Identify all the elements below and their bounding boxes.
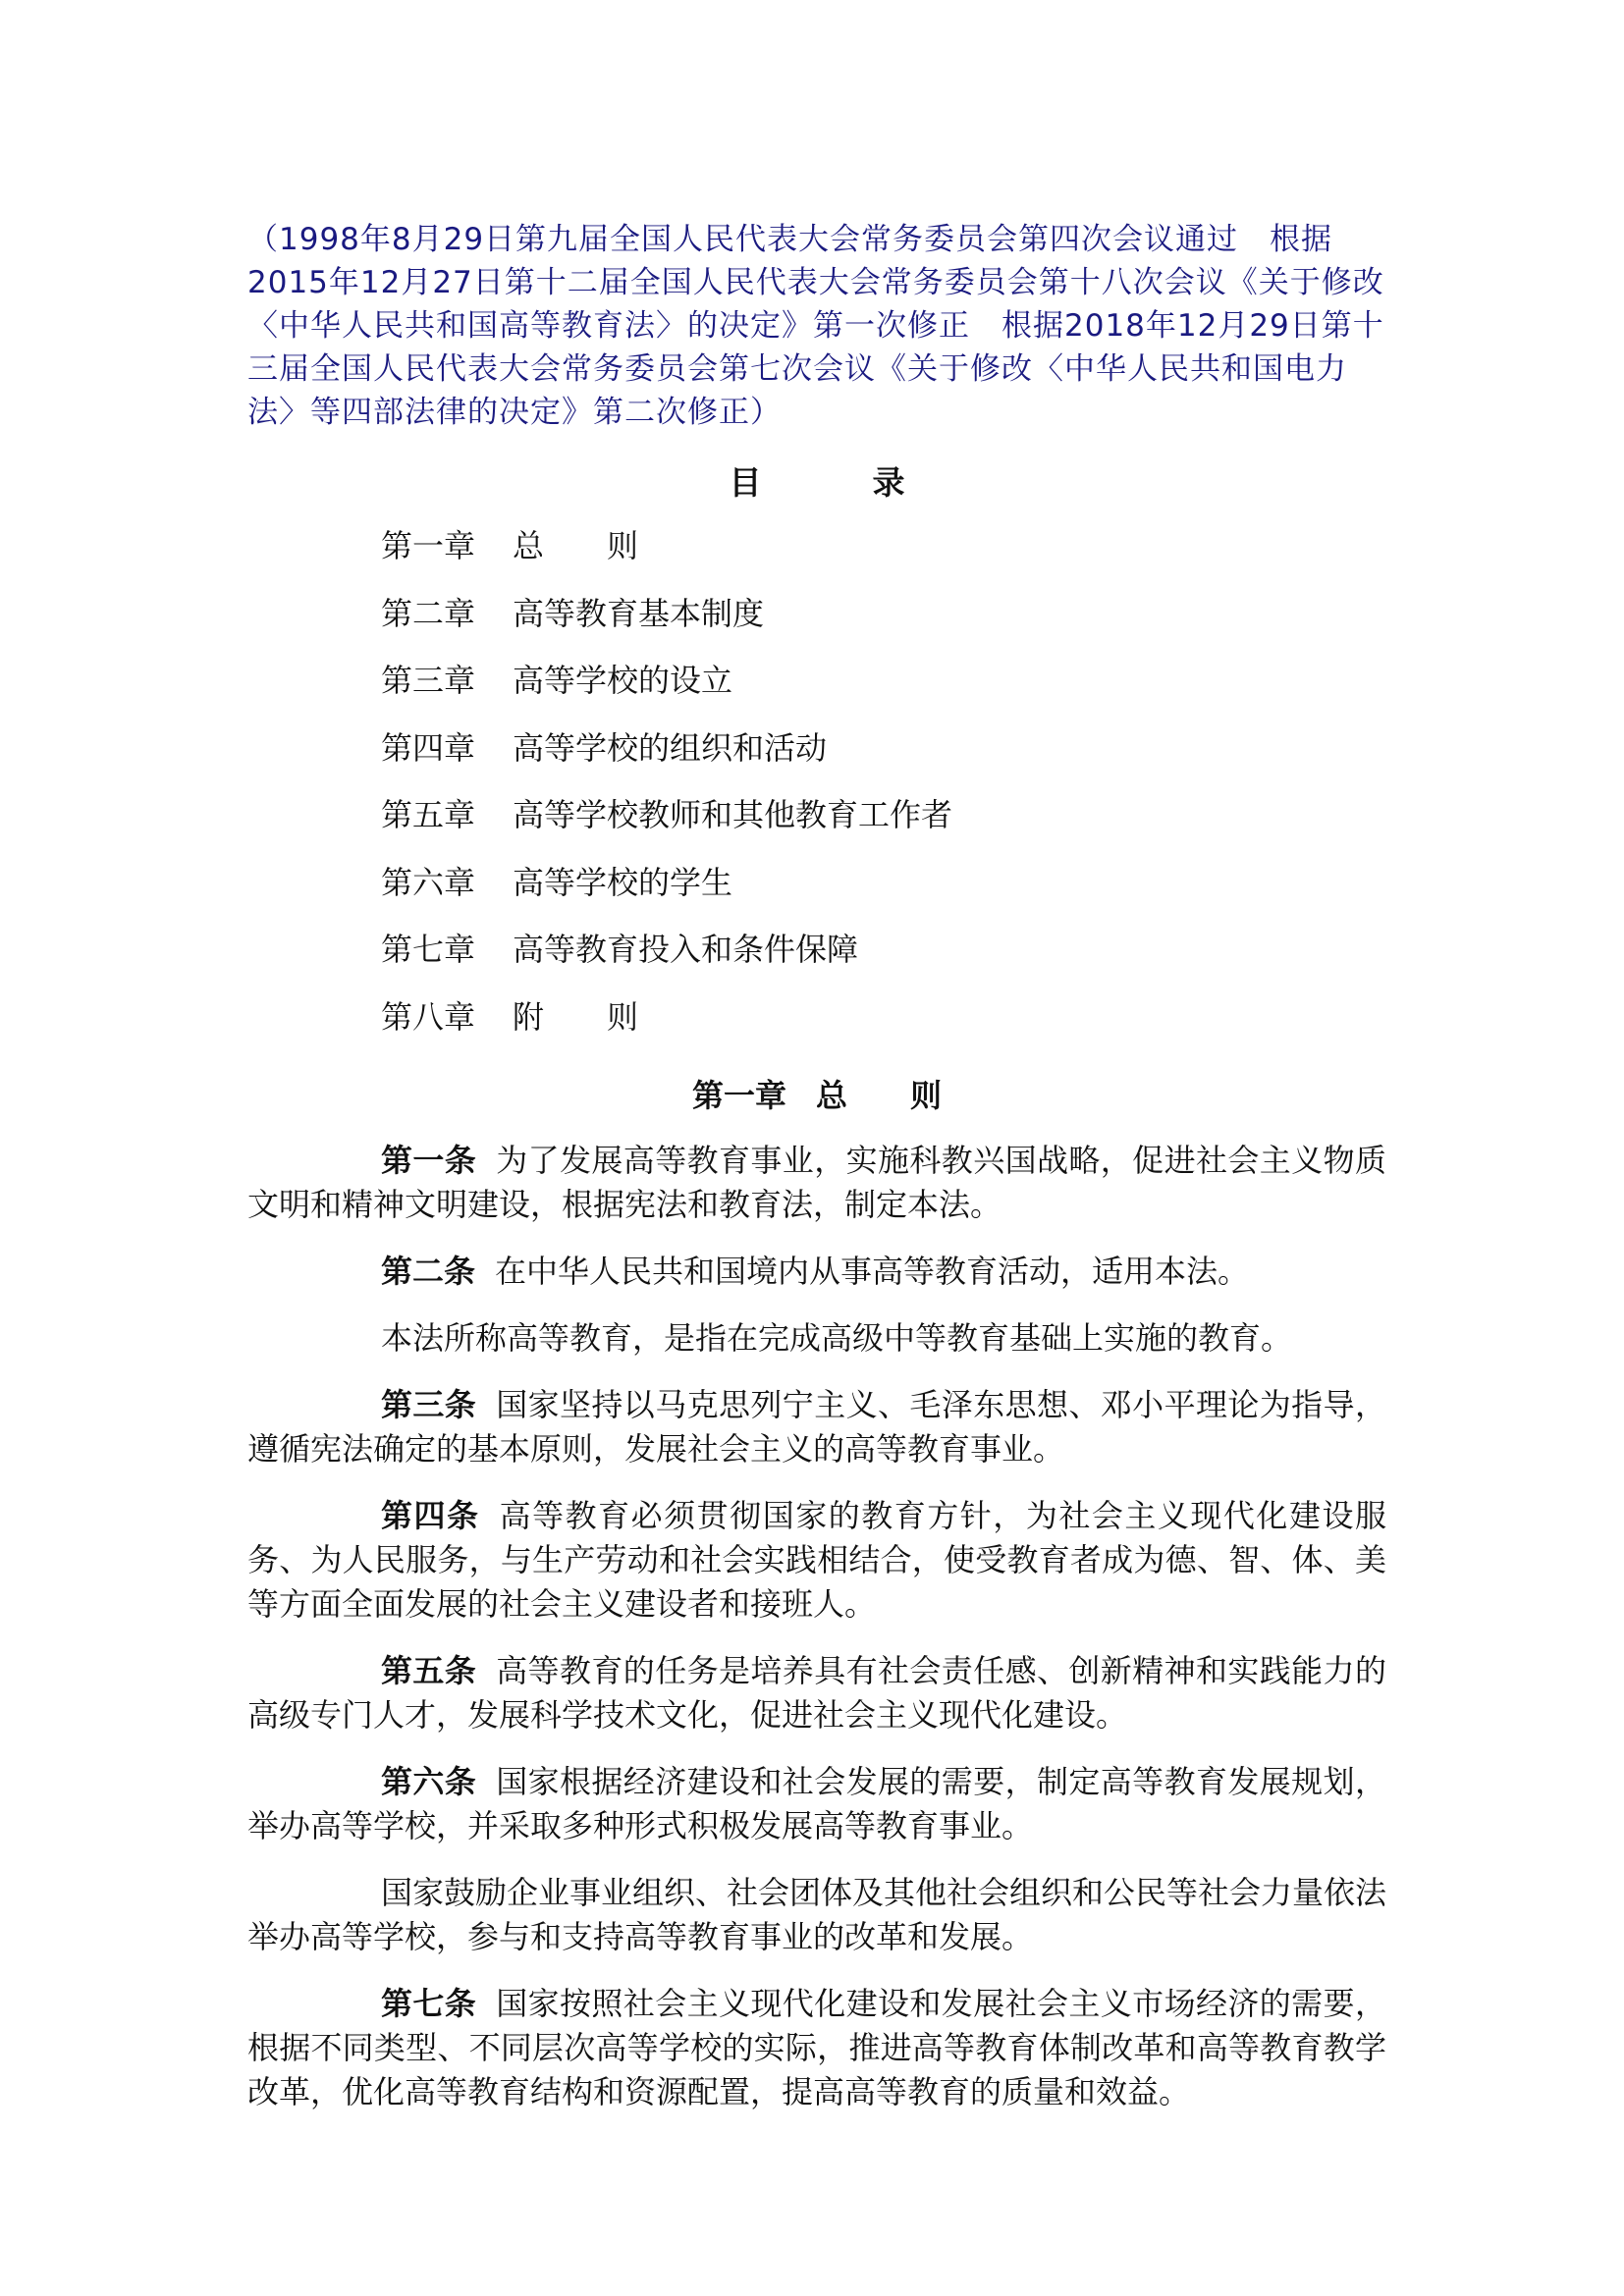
article-text: 国家按照社会主义现代化建设和发展社会主义市场经济的需要，根据不同类型、不同层次高等学校的实际，推进高等教育体制改革和高等教育教学改革，优化高等教育结构和资源配置，提高高等教育的质量和效益。 (247, 1985, 1386, 2110)
article-label: 第七条 (381, 1985, 477, 2022)
toc-chapter-number: 第七章 (381, 931, 476, 968)
article-label: 第一条 (381, 1142, 477, 1179)
article-paragraph (247, 1494, 1386, 1627)
toc-chapter-title: 高等学校的学生 (513, 863, 733, 901)
article-text: 在中华人民共和国境内从事高等教育活动，适用本法。 (495, 1253, 1250, 1290)
toc-chapter-title: 附 则 (513, 997, 639, 1036)
chapter-heading (247, 1074, 1386, 1117)
article-label: 第六条 (381, 1763, 477, 1800)
article-text: 国家鼓励企业事业组织、社会团体及其他社会组织和公民等社会力量依法举办高等学校，参与和支持高等教育事业的改革和发展。 (247, 1874, 1387, 1955)
toc-chapter-number: 第一章 (381, 527, 476, 564)
toc-item[interactable] (247, 592, 1386, 660)
chapter-title: 总 则 (816, 1077, 943, 1114)
article-paragraph (247, 1649, 1386, 1737)
toc-chapter-title: 高等教育基本制度 (513, 594, 765, 632)
toc-chapter-number: 第四章 (381, 728, 476, 767)
article-paragraph (247, 1871, 1386, 1959)
toc-chapter-number: 第二章 (381, 594, 476, 632)
article-label: 第二条 (381, 1253, 476, 1290)
article-paragraph (247, 1316, 1386, 1361)
table-of-contents (247, 524, 1386, 1062)
toc-chapter-title: 高等学校的设立 (513, 662, 733, 699)
article-paragraph (247, 1383, 1386, 1471)
toc-chapter-number: 第八章 (381, 997, 476, 1036)
article-text: 高等教育的任务是培养具有社会责任感、创新精神和实践能力的高级专门人才，发展科学技术文化，促进社会主义现代化建设。 (247, 1652, 1386, 1734)
document-page (247, 218, 1386, 2137)
toc-title: 目 录 (729, 463, 945, 502)
article-paragraph (247, 1982, 1386, 2114)
toc-item[interactable] (247, 928, 1386, 995)
article-label: 第四条 (381, 1497, 480, 1534)
article-text: 高等教育必须贯彻国家的教育方针，为社会主义现代化建设服务、为人民服务，与生产劳动和社会实践相结合，使受教育者成为德、智、体、美等方面全面发展的社会主义建设者和接班人。 (247, 1497, 1386, 1623)
toc-chapter-number: 第五章 (381, 796, 476, 833)
toc-chapter-title: 高等学校的组织和活动 (513, 728, 828, 767)
article-paragraph (247, 1139, 1386, 1227)
toc-chapter-title: 高等学校教师和其他教育工作者 (513, 796, 953, 833)
toc-chapter-title: 高等教育投入和条件保障 (513, 931, 859, 968)
chapter-body (247, 1139, 1386, 2114)
toc-item[interactable] (247, 524, 1386, 592)
amendment-history: （1998年8月29日第九届全国人民代表大会常务委员会第四次会议通过 根据2015年12月27日第十二届全国人民代表大会常务委员会第十八次会议《关于修改〈中华人民共和国高等教育法〉的决定》第一次修正 根据2018年12月29日第十三届全国人民代表大会常务委员会第七次会议《关于修改〈中华人民共和国电力法〉等四部法律的决定》第二次修正） (247, 222, 1384, 430)
article-text: 本法所称高等教育，是指在完成高级中等教育基础上实施的教育。 (381, 1319, 1293, 1357)
article-paragraph (247, 1250, 1386, 1294)
toc-item[interactable] (247, 995, 1386, 1063)
toc-item[interactable] (247, 793, 1386, 861)
chapter-number: 第一章 (691, 1077, 786, 1114)
toc-chapter-number: 第三章 (381, 662, 476, 699)
toc-item[interactable] (247, 659, 1386, 726)
article-label: 第五条 (381, 1652, 477, 1689)
article-text: 国家根据经济建设和社会发展的需要，制定高等教育发展规划，举办高等学校，并采取多种形式积极发展高等教育事业。 (247, 1763, 1386, 1844)
toc-item[interactable] (247, 861, 1386, 929)
toc-chapter-number: 第六章 (381, 863, 476, 901)
toc-chapter-title: 总 则 (513, 527, 639, 564)
article-label: 第三条 (381, 1386, 477, 1423)
article-paragraph (247, 1760, 1386, 1848)
article-text: 国家坚持以马克思列宁主义、毛泽东思想、邓小平理论为指导，遵循宪法确定的基本原则，发展社会主义的高等教育事业。 (247, 1386, 1386, 1468)
article-text: 为了发展高等教育事业，实施科教兴国战略，促进社会主义物质文明和精神文明建设，根据宪法和教育法，制定本法。 (247, 1142, 1386, 1223)
toc-item[interactable] (247, 726, 1386, 794)
